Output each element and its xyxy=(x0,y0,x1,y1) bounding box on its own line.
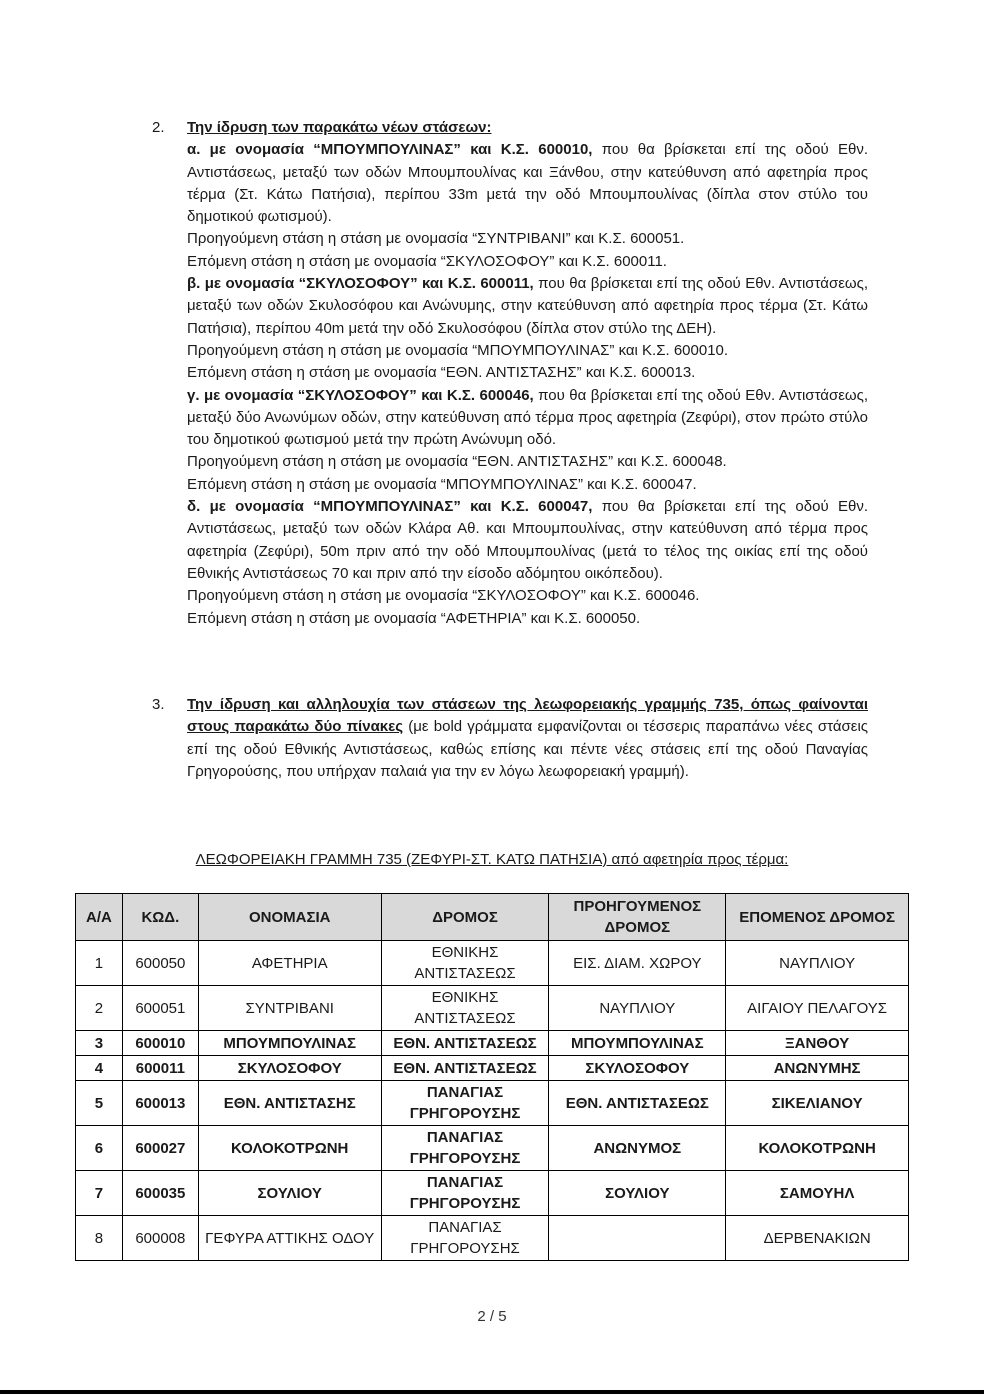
table-cell: ΞΑΝΘΟΥ xyxy=(726,1031,909,1056)
stop-text: που θα βρίσκεται επί της οδού Εθν. Αντιστάσεως, μεταξύ δύο Ανωνύμων οδών, στην κατεύθυνση από τέρμα προς αφετηρία (Ζεφύρι), στον πρώτο στύλο του δημοτικού φωτισμού μετά την πρώτη Ανώνυμη οδό. xyxy=(187,386,869,449)
table-cell: 2 xyxy=(76,986,123,1031)
table-cell: 600050 xyxy=(122,941,198,986)
table-cell: ΚΟΛΟΚΟΤΡΩΝΗ xyxy=(726,1126,909,1171)
table-cell xyxy=(549,1216,726,1261)
table-cell: ΕΘΝ. ΑΝΤΙΣΤΑΣΗΣ xyxy=(198,1081,381,1126)
table-cell: 600035 xyxy=(122,1171,198,1216)
stops-table xyxy=(75,893,909,1261)
table-cell: ΝΑΥΠΛΙΟΥ xyxy=(549,986,726,1031)
table-cell: 3 xyxy=(76,1031,123,1056)
header-cell: ΚΩΔ. xyxy=(122,894,198,941)
previous-stop: Προηγούμενη στάση η στάση με ονομασία “ΕΘΝ. ΑΝΤΙΣΤΑΣΗΣ” και Κ.Σ. 600048. xyxy=(187,453,727,471)
header-cell: ΕΠΟΜΕΝΟΣ ΔΡΟΜΟΣ xyxy=(726,894,909,941)
stop-label: α. με ονομασία “ΜΠΟΥΜΠΟΥΛΙΝΑΣ” και Κ.Σ. 600010, xyxy=(187,141,593,159)
table-cell: 7 xyxy=(76,1171,123,1216)
table-cell: ΓΕΦΥΡΑ ΑΤΤΙΚΗΣ ΟΔΟΥ xyxy=(198,1216,381,1261)
table-cell: ΕΘΝΙΚΗΣ ΑΝΤΙΣΤΑΣΕΩΣ xyxy=(381,986,549,1031)
table-cell: 5 xyxy=(76,1081,123,1126)
table-cell: ΕΘΝ. ΑΝΤΙΣΤΑΣΕΩΣ xyxy=(549,1081,726,1126)
table-cell: ΕΘΝ. ΑΝΤΙΣΤΑΣΕΩΣ xyxy=(381,1031,549,1056)
table-cell: 600008 xyxy=(122,1216,198,1261)
item-heading: Την ίδρυση και αλληλουχία των στάσεων της λεωφορειακής γραμμής 735, όπως φαίνονται στους παρακάτω δύο πίνακες xyxy=(187,696,868,736)
table-header-row xyxy=(76,894,909,941)
item-body xyxy=(187,117,868,630)
stop-text: που θα βρίσκεται επί της οδού Εθν. Αντιστάσεως, μεταξύ των οδών Κλάρα Αθ. και Μπουμπουλίνας, στην κατεύθυνση από τέρμα προς αφετηρία (Ζεφύρι), 50m πριν από την οδό Μπουμπουλίνας (μετά το τέλος της οικίας επί της οδού Εθνικής Αντιστάσεως 70 και πριν από την είσοδο αδόμητου οικόπεδου). xyxy=(187,498,868,582)
table-cell: 4 xyxy=(76,1056,123,1081)
table-cell: ΜΠΟΥΜΠΟΥΛΙΝΑΣ xyxy=(198,1031,381,1056)
header-cell: ΔΡΟΜΟΣ xyxy=(381,894,549,941)
next-stop: Επόμενη στάση η στάση με ονομασία “ΕΘΝ. ΑΝΤΙΣΤΑΣΗΣ” και Κ.Σ. 600013. xyxy=(187,364,696,382)
previous-stop: Προηγούμενη στάση η στάση με ονομασία “ΜΠΟΥΜΠΟΥΛΙΝΑΣ” και Κ.Σ. 600010. xyxy=(187,341,729,359)
header-cell: Α/Α xyxy=(76,894,123,941)
table-cell: 6 xyxy=(76,1126,123,1171)
table-cell: ΠΑΝΑΓΙΑΣ ΓΡΗΓΟΡΟΥΣΗΣ xyxy=(381,1216,549,1261)
previous-stop: Προηγούμενη στάση η στάση με ονομασία “ΣΚΥΛΟΣΟΦΟΥ” και Κ.Σ. 600046. xyxy=(187,587,700,605)
table-cell: ΣΟΥΛΙΟΥ xyxy=(198,1171,381,1216)
stop-block-c xyxy=(187,385,868,496)
table-cell: ΚΟΛΟΚΟΤΡΩΝΗ xyxy=(198,1126,381,1171)
table-cell: 600011 xyxy=(122,1056,198,1081)
table-cell: ΜΠΟΥΜΠΟΥΛΙΝΑΣ xyxy=(549,1031,726,1056)
table-cell: ΠΑΝΑΓΙΑΣ ΓΡΗΓΟΡΟΥΣΗΣ xyxy=(381,1171,549,1216)
item-body xyxy=(187,694,868,783)
table-cell: 600027 xyxy=(122,1126,198,1171)
table-cell: ΣΚΥΛΟΣΟΦΟΥ xyxy=(198,1056,381,1081)
table-cell: ΝΑΥΠΛΙΟΥ xyxy=(726,941,909,986)
table-cell: ΠΑΝΑΓΙΑΣ ΓΡΗΓΟΡΟΥΣΗΣ xyxy=(381,1081,549,1126)
table-cell: ΕΙΣ. ΔΙΑΜ. ΧΩΡΟΥ xyxy=(549,941,726,986)
table-cell: ΣΥΝΤΡΙΒΑΝΙ xyxy=(198,986,381,1031)
stop-label: δ. με ονομασία “ΜΠΟΥΜΠΟΥΛΙΝΑΣ” και Κ.Σ. 600047, xyxy=(187,498,593,516)
previous-stop: Προηγούμενη στάση η στάση με ονομασία “ΣΥΝΤΡΙΒΑΝΙ” και Κ.Σ. 600051. xyxy=(187,230,685,248)
table-row xyxy=(76,1171,909,1216)
item-number: 3. xyxy=(152,696,165,713)
table-cell: 8 xyxy=(76,1216,123,1261)
table-cell: ΠΑΝΑΓΙΑΣ ΓΡΗΓΟΡΟΥΣΗΣ xyxy=(381,1126,549,1171)
next-stop: Επόμενη στάση η στάση με ονομασία “ΑΦΕΤΗΡΙΑ” και Κ.Σ. 600050. xyxy=(187,609,641,627)
header-cell: ΠΡΟΗΓΟΥΜΕΝΟΣ ΔΡΟΜΟΣ xyxy=(549,894,726,941)
table-cell: ΑΝΩΝΥΜΟΣ xyxy=(549,1126,726,1171)
table-row xyxy=(76,941,909,986)
header-cell: ΟΝΟΜΑΣΙΑ xyxy=(198,894,381,941)
table-row xyxy=(76,1081,909,1126)
table-cell: ΑΙΓΑΙΟΥ ΠΕΛΑΓΟΥΣ xyxy=(726,986,909,1031)
table-cell: 600051 xyxy=(122,986,198,1031)
stop-description xyxy=(187,273,868,340)
table-cell: 1 xyxy=(76,941,123,986)
stop-description xyxy=(187,496,868,585)
stop-description xyxy=(187,139,868,228)
stop-text: που θα βρίσκεται επί της οδού Εθν. Αντιστάσεως, μεταξύ των οδών Σκυλοσόφου και Ανώνυμης, στην κατεύθυνση από αφετηρία προς τέρμα (Στ. Κάτω Πατήσια), περίπου 40m μετά την οδό Σκυλοσόφου (δίπλα στον στύλο της ΔΕΗ). xyxy=(187,275,868,337)
stop-text: που θα βρίσκεται επί της οδού Εθν. Αντιστάσεως, μεταξύ των οδών Μπουμπουλίνας και Ξάνθου, στην κατεύθυνση από αφετηρία προς τέρμα (Στ. Κάτω Πατήσια), περίπου 33m μετά την οδό Μπουμπουλίνας (δίπλα στον στύλο του δημοτικού φωτισμού). xyxy=(187,141,868,226)
next-stop: Επόμενη στάση η στάση με ονομασία “ΜΠΟΥΜΠΟΥΛΙΝΑΣ” και Κ.Σ. 600047. xyxy=(187,475,697,493)
item-heading: Την ίδρυση των παρακάτω νέων στάσεων: xyxy=(187,119,492,136)
table-cell: ΑΦΕΤΗΡΙΑ xyxy=(198,941,381,986)
stop-block-a xyxy=(187,139,868,273)
table-cell: ΣΑΜΟΥΗΛ xyxy=(726,1171,909,1216)
next-stop: Επόμενη στάση η στάση με ονομασία “ΣΚΥΛΟΣΟΦΟΥ” και Κ.Σ. 600011. xyxy=(187,252,667,270)
table-cell: ΕΘΝΙΚΗΣ ΑΝΤΙΣΤΑΣΕΩΣ xyxy=(381,941,549,986)
stop-description xyxy=(187,385,868,452)
table-cell: ΣΚΥΛΟΣΟΦΟΥ xyxy=(549,1056,726,1081)
item-number: 2. xyxy=(152,119,165,136)
table-row xyxy=(76,1031,909,1056)
table-row xyxy=(76,1126,909,1171)
page-number: 2 / 5 xyxy=(477,1308,507,1325)
page-bottom-rule xyxy=(0,1390,984,1394)
table-cell: ΑΝΩΝΥΜΗΣ xyxy=(726,1056,909,1081)
table-row xyxy=(76,1056,909,1081)
table-cell: ΕΘΝ. ΑΝΤΙΣΤΑΣΕΩΣ xyxy=(381,1056,549,1081)
table-cell: ΔΕΡΒΕΝΑΚΙΩΝ xyxy=(726,1216,909,1261)
stop-label: γ. με ονομασία “ΣΚΥΛΟΣΟΦΟΥ” και Κ.Σ. 600046, xyxy=(187,386,534,404)
table-row xyxy=(76,1216,909,1261)
table-row xyxy=(76,986,909,1031)
stop-block-d xyxy=(187,496,868,630)
table-cell: ΣΟΥΛΙΟΥ xyxy=(549,1171,726,1216)
table-cell: 600013 xyxy=(122,1081,198,1126)
stop-label: β. με ονομασία “ΣΚΥΛΟΣΟΦΟΥ” και Κ.Σ. 600011, xyxy=(187,275,534,293)
stop-block-b xyxy=(187,273,868,384)
table-caption: ΛΕΩΦΟΡΕΙΑΚΗ ΓΡΑΜΜΗ 735 (ΖΕΦΥΡΙ-ΣΤ. ΚΑΤΩ ΠΑΤΗΣΙΑ) από αφετηρία προς τέρμα: xyxy=(195,851,789,868)
item-text: (με bold γράμματα εμφανίζονται οι τέσσερις παραπάνω νέες στάσεις επί της οδού Εθνικής Αντιστάσεως, καθώς επίσης και πέντε νέες στάσεις επί της οδού Παναγίας Γρηγορούσης, που υπήρχαν παλαιά για την εν λόγω λεωφορειακή γραμμή). xyxy=(187,718,869,780)
table-cell: 600010 xyxy=(122,1031,198,1056)
table-cell: ΣΙΚΕΛΙΑΝΟΥ xyxy=(726,1081,909,1126)
